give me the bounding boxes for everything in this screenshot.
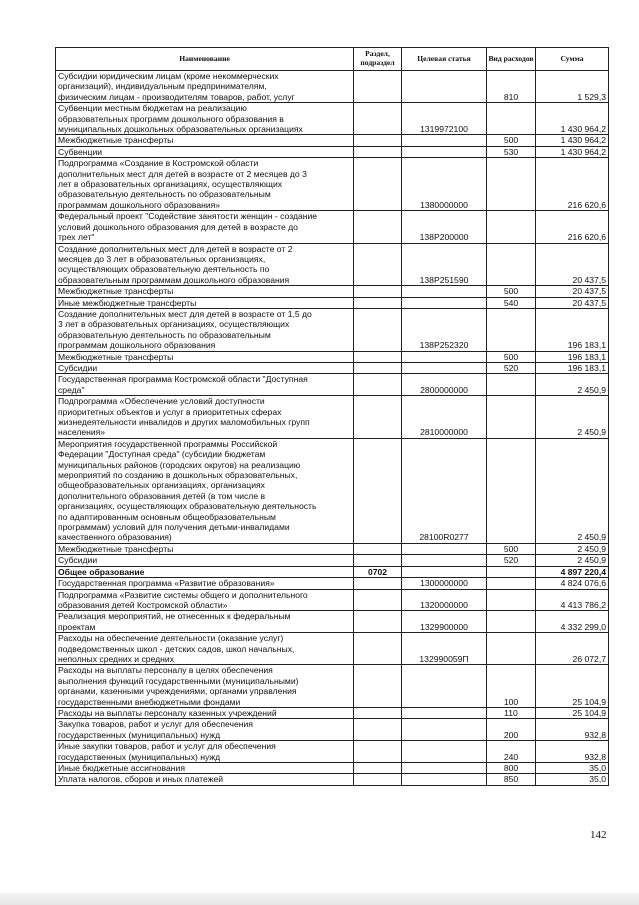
row-expense: 500 xyxy=(487,543,536,554)
row-sum: 2 450,9 xyxy=(536,374,609,396)
row-sum: 25 104,9 xyxy=(536,707,609,718)
table-row xyxy=(56,286,609,297)
row-name: Субвенции xyxy=(56,146,354,157)
table-row xyxy=(56,396,609,439)
row-expense: 110 xyxy=(487,707,536,718)
table-row xyxy=(56,135,609,146)
row-sum: 20 437,5 xyxy=(536,297,609,308)
row-name: Межбюджетные трансферты xyxy=(56,286,354,297)
row-section xyxy=(354,611,402,633)
table-row xyxy=(56,566,609,577)
row-section xyxy=(354,146,402,157)
row-sum: 4 897 220,4 xyxy=(536,566,609,577)
table-row xyxy=(56,158,609,211)
row-expense: 240 xyxy=(487,741,536,763)
header-expense: Вид расходов xyxy=(487,48,536,71)
row-expense: 530 xyxy=(487,146,536,157)
row-sum: 20 437,5 xyxy=(536,286,609,297)
row-target: 138P252320 xyxy=(402,308,487,351)
page-number: 142 xyxy=(590,829,607,841)
row-name: Закупка товаров, работ и услуг для обеспечения государственных (муниципальных) нужд xyxy=(56,719,354,741)
row-target: 138P251590 xyxy=(402,243,487,286)
scan-edge xyxy=(0,893,639,905)
table-row xyxy=(56,774,609,785)
table-row xyxy=(56,555,609,566)
row-target xyxy=(402,362,487,373)
row-expense: 100 xyxy=(487,665,536,708)
row-expense xyxy=(487,633,536,665)
row-expense xyxy=(487,396,536,439)
row-sum: 932,8 xyxy=(536,719,609,741)
row-target xyxy=(402,351,487,362)
row-sum: 216 620,6 xyxy=(536,211,609,243)
table-row xyxy=(56,438,609,543)
table-row xyxy=(56,611,609,633)
table-row xyxy=(56,211,609,243)
row-expense: 520 xyxy=(487,555,536,566)
row-target: 28100R0277 xyxy=(402,438,487,543)
row-name: Субсидии xyxy=(56,362,354,373)
row-name: Субсидии юридическим лицам (кроме некоммерческих организаций), индивидуальным предпринимателям, физическим лицам - производителям товаров, работ, услуг xyxy=(56,71,354,103)
row-section: 0702 xyxy=(354,566,402,577)
row-section xyxy=(354,297,402,308)
row-sum: 1 430 964,2 xyxy=(536,135,609,146)
row-sum: 20 437,5 xyxy=(536,243,609,286)
table-row xyxy=(56,374,609,396)
row-section xyxy=(354,543,402,554)
row-section xyxy=(354,763,402,774)
row-name: Субсидии xyxy=(56,555,354,566)
table-row xyxy=(56,297,609,308)
row-sum: 35,0 xyxy=(536,763,609,774)
row-target xyxy=(402,566,487,577)
row-name: Подпрограмма «Обеспечение условий доступности приоритетных объектов и услуг в приоритетных сферах жизнедеятельности инвалидов и других маломобильных групп населения» xyxy=(56,396,354,439)
row-expense: 520 xyxy=(487,362,536,373)
row-expense xyxy=(487,611,536,633)
row-sum: 216 620,6 xyxy=(536,158,609,211)
header-name: Наименование xyxy=(56,48,354,71)
row-name: Создание дополнительных мест для детей в возрасте от 1,5 до 3 лет в образовательных организациях, осуществляющих образовательную деятельность по образовательным программам дошкольного образования xyxy=(56,308,354,351)
header-target: Целевая статья xyxy=(402,48,487,71)
row-name: Создание дополнительных мест для детей в возрасте от 2 месяцев до 3 лет в образовательных организациях, осуществляющих образовательную деятельность по образовательным программам дошкольного образования xyxy=(56,243,354,286)
row-expense: 500 xyxy=(487,286,536,297)
row-section xyxy=(354,243,402,286)
row-name: Межбюджетные трансферты xyxy=(56,135,354,146)
row-expense: 850 xyxy=(487,774,536,785)
row-section xyxy=(354,211,402,243)
row-name: Федеральный проект "Содействие занятости женщин - создание условий дошкольного образования для детей в возрасте до трех лет" xyxy=(56,211,354,243)
row-sum: 2 450,9 xyxy=(536,438,609,543)
row-target xyxy=(402,135,487,146)
row-sum: 196 183,1 xyxy=(536,308,609,351)
table-row xyxy=(56,243,609,286)
row-expense xyxy=(487,211,536,243)
row-target xyxy=(402,543,487,554)
row-name: Иные закупки товаров, работ и услуг для обеспечения государственных (муниципальных) нужд xyxy=(56,741,354,763)
table-row xyxy=(56,146,609,157)
row-name: Расходы на выплаты персоналу в целях обеспечения выполнения функций государственными (муниципальными) органами, казенными учреждениями, органами управления государственными внебюджетными фондами xyxy=(56,665,354,708)
row-section xyxy=(354,396,402,439)
table-row xyxy=(56,633,609,665)
row-section xyxy=(354,578,402,589)
row-section xyxy=(354,351,402,362)
row-expense: 810 xyxy=(487,71,536,103)
row-section xyxy=(354,589,402,611)
row-sum: 196 183,1 xyxy=(536,351,609,362)
row-name: Межбюджетные трансферты xyxy=(56,543,354,554)
row-target xyxy=(402,741,487,763)
row-sum: 4 332 299,0 xyxy=(536,611,609,633)
row-expense: 500 xyxy=(487,351,536,362)
row-name: Подпрограмма «Создание в Костромской области дополнительных мест для детей в возрасте от 2 месяцев до 3 лет в образовательных организациях, осуществляющих образовательную деятельность по образовательным программам дошкольного образования» xyxy=(56,158,354,211)
row-sum: 2 450,9 xyxy=(536,543,609,554)
table-row xyxy=(56,578,609,589)
row-target: 2810000000 xyxy=(402,396,487,439)
row-sum: 2 450,9 xyxy=(536,555,609,566)
row-target xyxy=(402,719,487,741)
row-section xyxy=(354,633,402,665)
row-sum: 1 529,3 xyxy=(536,71,609,103)
row-target xyxy=(402,763,487,774)
row-name: Субвенции местным бюджетам на реализацию образовательных программ дошкольного образования в муниципальных дошкольных образовательных организациях xyxy=(56,103,354,135)
row-section xyxy=(354,719,402,741)
row-expense: 800 xyxy=(487,763,536,774)
row-expense xyxy=(487,308,536,351)
row-name: Мероприятия государственной программы Российской Федерации "Доступная среда" (субсидии бюджетам муниципальных районов (городских округов) на реализацию мероприятий по созданию в дошкольных образовательных, общеобразовательных организациях, организациях дополнительного образования детей (в том числе в организациях, осуществляющих образовательную деятельность по адаптированным основным общеобразовательным программам) условий для получения детьми-инвалидами качественного образования) xyxy=(56,438,354,543)
row-target xyxy=(402,707,487,718)
row-target xyxy=(402,297,487,308)
header-sum: Сумма xyxy=(536,48,609,71)
row-expense xyxy=(487,374,536,396)
row-section xyxy=(354,665,402,708)
row-target: 2800000000 xyxy=(402,374,487,396)
row-name: Расходы на обеспечение деятельности (оказание услуг) подведомственных школ - детских садов, школ начальных, неполных средних и средних xyxy=(56,633,354,665)
row-name: Подпрограмма «Развитие системы общего и дополнительного образования детей Костромской области» xyxy=(56,589,354,611)
table-row xyxy=(56,71,609,103)
row-sum: 2 450,9 xyxy=(536,396,609,439)
table-row xyxy=(56,589,609,611)
row-sum: 4 824 076,6 xyxy=(536,578,609,589)
row-sum: 35,0 xyxy=(536,774,609,785)
row-target xyxy=(402,774,487,785)
row-name: Реализация мероприятий, не отнесенных к федеральным проектам xyxy=(56,611,354,633)
row-target: 1319972100 xyxy=(402,103,487,135)
row-section xyxy=(354,774,402,785)
row-sum: 26 072,7 xyxy=(536,633,609,665)
row-name: Общее образование xyxy=(56,566,354,577)
row-section xyxy=(354,374,402,396)
table-row xyxy=(56,665,609,708)
row-target: 138P200000 xyxy=(402,211,487,243)
row-name: Межбюджетные трансферты xyxy=(56,351,354,362)
row-section xyxy=(354,286,402,297)
table-header-row xyxy=(56,48,609,71)
row-target xyxy=(402,555,487,566)
row-section xyxy=(354,362,402,373)
table-row xyxy=(56,308,609,351)
row-expense xyxy=(487,578,536,589)
row-expense xyxy=(487,566,536,577)
row-expense xyxy=(487,438,536,543)
row-expense xyxy=(487,589,536,611)
row-expense xyxy=(487,158,536,211)
row-expense: 540 xyxy=(487,297,536,308)
row-expense xyxy=(487,243,536,286)
row-target xyxy=(402,146,487,157)
row-target: 1320000000 xyxy=(402,589,487,611)
row-section xyxy=(354,741,402,763)
row-sum: 25 104,9 xyxy=(536,665,609,708)
table-row xyxy=(56,543,609,554)
row-expense xyxy=(487,103,536,135)
table-row xyxy=(56,707,609,718)
row-sum: 1 430 964,2 xyxy=(536,103,609,135)
row-section xyxy=(354,707,402,718)
row-target xyxy=(402,71,487,103)
table-row xyxy=(56,103,609,135)
table-row xyxy=(56,741,609,763)
row-target xyxy=(402,286,487,297)
row-section xyxy=(354,71,402,103)
table-row xyxy=(56,351,609,362)
row-sum: 1 430 964,2 xyxy=(536,146,609,157)
row-name: Государственная программа «Развитие образования» xyxy=(56,578,354,589)
table-body xyxy=(56,71,609,786)
row-sum: 196 183,1 xyxy=(536,362,609,373)
row-section xyxy=(354,158,402,211)
row-name: Расходы на выплаты персоналу казенных учреждений xyxy=(56,707,354,718)
row-name: Государственная программа Костромской области "Доступная среда" xyxy=(56,374,354,396)
row-name: Уплата налогов, сборов и иных платежей xyxy=(56,774,354,785)
row-target: 1380000000 xyxy=(402,158,487,211)
budget-table xyxy=(55,47,609,786)
row-expense: 200 xyxy=(487,719,536,741)
row-section xyxy=(354,308,402,351)
row-sum: 932,8 xyxy=(536,741,609,763)
row-name: Иные межбюджетные трансферты xyxy=(56,297,354,308)
row-expense: 500 xyxy=(487,135,536,146)
table-row xyxy=(56,719,609,741)
row-target: 1329900000 xyxy=(402,611,487,633)
table-row xyxy=(56,362,609,373)
row-section xyxy=(354,438,402,543)
row-target xyxy=(402,665,487,708)
row-sum: 4 413 786,2 xyxy=(536,589,609,611)
row-section xyxy=(354,103,402,135)
table-row xyxy=(56,763,609,774)
header-section: Раздел, подраздел xyxy=(354,48,402,71)
row-target: 132990059П xyxy=(402,633,487,665)
row-section xyxy=(354,135,402,146)
row-target: 1300000000 xyxy=(402,578,487,589)
row-name: Иные бюджетные ассигнования xyxy=(56,763,354,774)
row-section xyxy=(354,555,402,566)
